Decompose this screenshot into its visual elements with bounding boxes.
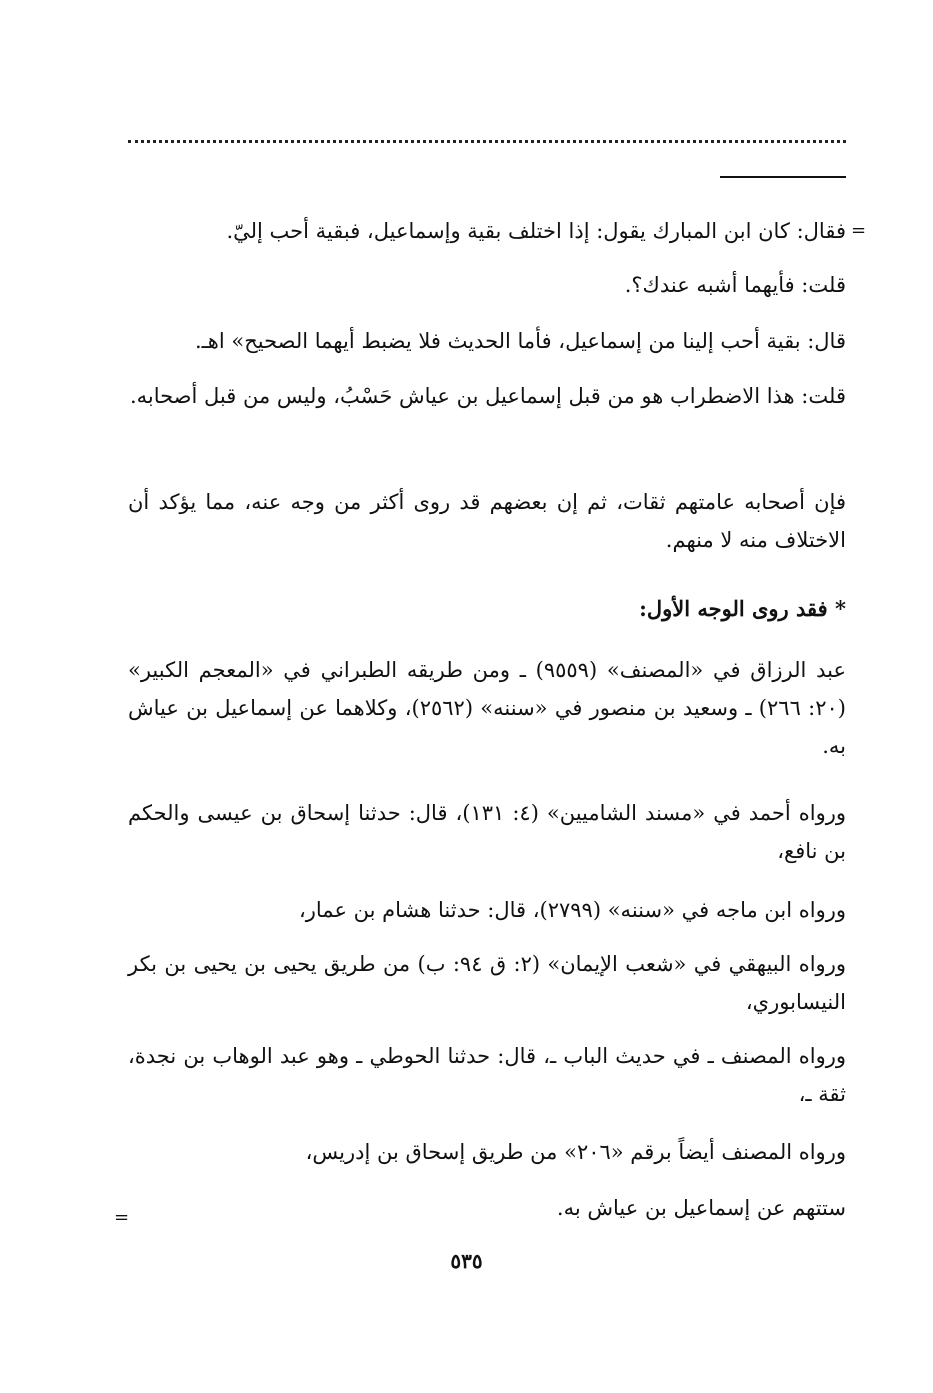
section-heading: * فقد روى الوجه الأول: xyxy=(639,596,846,621)
dotted-separator xyxy=(128,140,846,143)
paragraph-9: ورواه البيهقي في «شعب الإيمان» (٢: ق ٩٤: ب) من طريق يحيى بن يحيى بن بكر النيسابوري، xyxy=(128,952,846,1014)
paragraph-8: ورواه ابن ماجه في «سننه» (٢٧٩٩)، قال: حدثنا هشام بن عمار، xyxy=(298,898,846,922)
paragraph-2: قلت: فأيهما أشبه عندك؟. xyxy=(624,273,846,297)
paragraph-3: قال: بقية أحب إلينا من إسماعيل، فأما الحديث فلا يضبط أيهما الصحيح» اهـ. xyxy=(194,329,846,353)
page-number: ٥٣٥ xyxy=(450,1249,483,1273)
paragraph-5: فإن أصحابه عامتهم ثقات، ثم إن بعضهم قد روى أكثر من وجه عنه، مما يؤكد أن الاختلاف منه لا منهم. xyxy=(128,490,846,552)
continuation-marker-bottom: = xyxy=(114,1207,130,1228)
paragraph-4: قلت: هذا الاضطراب هو من قبل إسماعيل بن عياش حَسْبُ، وليس من قبل أصحابه. xyxy=(129,384,846,408)
footnote-rule xyxy=(720,176,846,178)
paragraph-7: ورواه أحمد في «مسند الشاميين» (٤: ١٣١)، قال: حدثنا إسحاق بن عيسى والحكم بن نافع، xyxy=(128,801,846,863)
paragraph-11: ورواه المصنف أيضاً برقم «٢٠٦» من طريق إسحاق بن إدريس، xyxy=(305,1140,846,1164)
paragraph-1: فقال: كان ابن المبارك يقول: إذا اختلف بقية وإسماعيل، فبقية أحب إليّ. xyxy=(226,219,846,243)
continuation-marker-top: = xyxy=(851,220,867,241)
paragraph-6: عبد الرزاق في «المصنف» (٩٥٥٩) ـ ومن طريقه الطبراني في «المعجم الكبير» (٢٠: ٢٦٦) ـ وسعيد بن منصور في «سننه» (٢٥٦٢)، وكلاهما عن إسماعيل بن عياش به. xyxy=(128,658,846,758)
paragraph-10: ورواه المصنف ـ في حديث الباب ـ، قال: حدثنا الحوطي ـ وهو عبد الوهاب بن نجدة، ثقة ـ، xyxy=(128,1044,846,1106)
paragraph-12: ستتهم عن إسماعيل بن عياش به. xyxy=(556,1196,846,1220)
